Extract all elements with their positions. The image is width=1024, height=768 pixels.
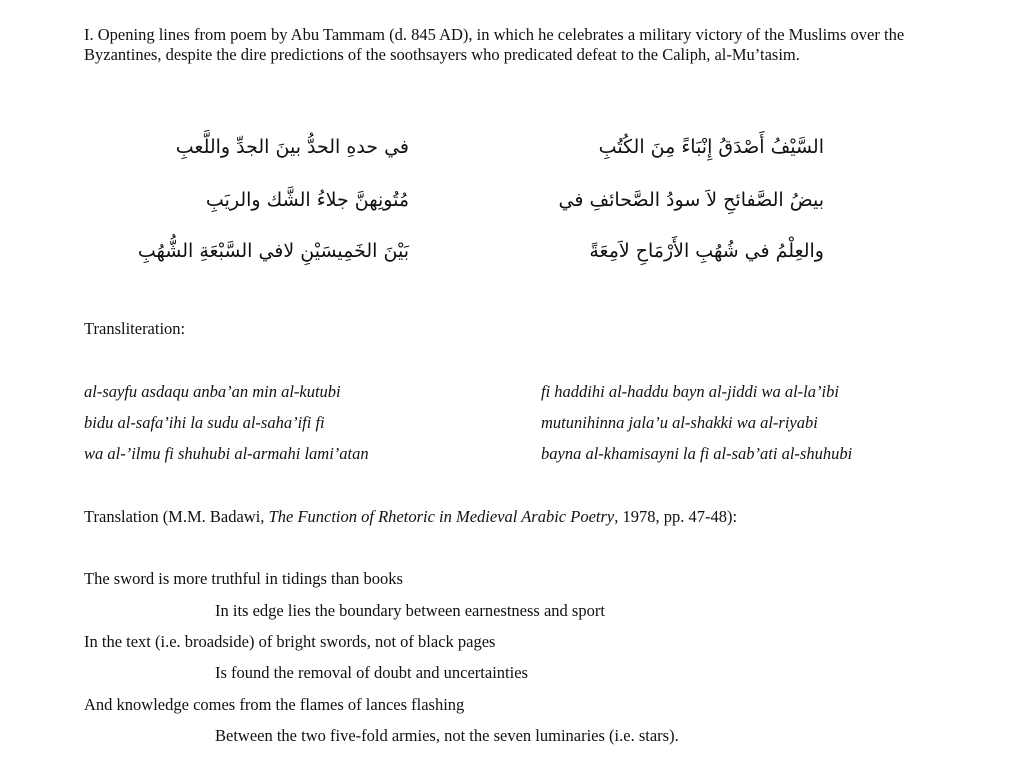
transliteration-line-left-1: al-sayfu asdaqu anba’an min al-kutubi [84,382,341,401]
translation-label-prefix: Translation (M.M. Badawi, [84,507,269,526]
translation-line-5: And knowledge comes from the flames of lances flashing [84,695,465,714]
intro-paragraph: I. Opening lines from poem by Abu Tammam (d. 845 AD), in which he celebrates a military victory of the Muslims over the Byzantines, despite the dire predictions of the soothsayers who predicated defeat to the Caliph, al-Mu’tasim. [84,25,905,64]
translation-label [84,507,737,527]
transliteration-line-left-3: wa al-’ilmu fi shuhubi al-armahi lami’atan [84,444,369,463]
translation-line-6: Between the two five-fold armies, not the seven luminaries (i.e. stars). [215,726,679,745]
translation-line-4: Is found the removal of doubt and uncertainties [215,663,528,682]
translation-line-3: In the text (i.e. broadside) of bright swords, not of black pages [84,632,496,651]
arabic-verse-right-1: السَّيْفُ أَصْدَقُ إِنْبَاءً مِنَ الكُتُبِ [598,136,824,158]
transliteration-line-right-2: mutunihinna jala’u al-shakki wa al-riyabi [541,413,818,432]
translation-book-title: The Function of Rhetoric in Medieval Arabic Poetry [268,507,615,526]
transliteration-label: Transliteration: [84,319,186,338]
transliteration-line-right-3: bayna al-khamisayni la fi al-sab’ati al-shuhubi [541,444,853,463]
transliteration-line-right-1: fi haddihi al-haddu bayn al-jiddi wa al-la’ibi [541,382,839,401]
translation-label-suffix: , 1978, pp. 47-48): [614,507,738,526]
translation-line-2: In its edge lies the boundary between earnestness and sport [215,601,605,620]
arabic-verse-left-1: في حدهِ الحدُّ بينَ الجدِّ واللَّعبِ [175,136,409,158]
arabic-verse-right-2: بيضُ الصَّفائحِ لاَ سودُ الصَّحائفِ في [558,189,824,211]
translation-line-1: The sword is more truthful in tidings than books [84,569,403,588]
arabic-verse-left-3: بَيْنَ الخَمِيسَيْنِ لافي السَّبْعَةِ الشُّهُبِ [137,240,409,262]
arabic-verse-left-2: مُتُونِهنَّ جلاءُ الشَّك والريَبِ [205,189,409,211]
arabic-verse-right-3: والعِلْمُ في شُهُبِ الأَرْمَاحِ لاَمِعَةً [589,240,824,262]
transliteration-line-left-2: bidu al-safa’ihi la sudu al-saha’ifi fi [84,413,325,432]
